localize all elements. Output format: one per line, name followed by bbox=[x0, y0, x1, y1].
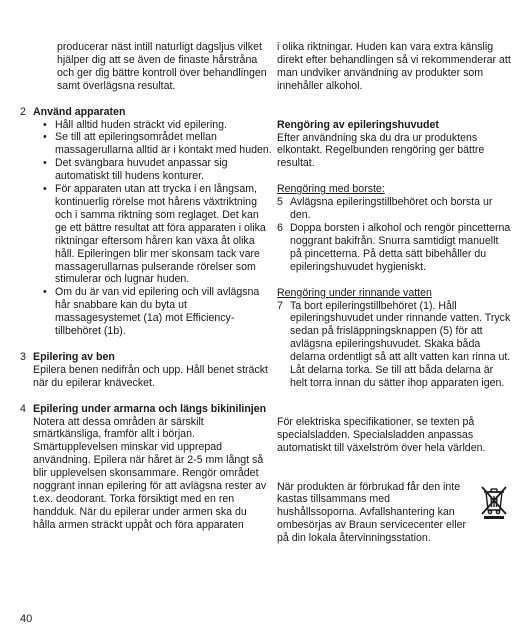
list-item: • Håll alltid huden sträckt vid epilering. bbox=[55, 119, 272, 132]
list-item: • Det svängbara huvudet anpassar sig automatiskt till hudens konturer. bbox=[55, 157, 272, 183]
section-legs bbox=[20, 351, 272, 390]
left-column bbox=[20, 41, 272, 532]
section-use-device bbox=[20, 106, 272, 338]
step-item bbox=[277, 222, 512, 274]
step-text: Doppa borsten i alkohol och rengör pincetterna noggrant bakifrån. Snurra samtidigt manuellt på pincetterna. På detta sätt bibehåller du epileringshuvudet hygieniskt. bbox=[290, 221, 511, 273]
brush-cleaning bbox=[277, 183, 512, 273]
step-item bbox=[277, 196, 512, 222]
water-cleaning bbox=[277, 287, 512, 390]
cleaning-section bbox=[277, 119, 512, 171]
disposal-block bbox=[277, 481, 512, 546]
bullet-list bbox=[33, 119, 272, 338]
section-number: 2 bbox=[20, 105, 26, 118]
step-text: Ta bort epileringstillbehöret (1). Håll epileringshuvudet under rinnande vatten. Tryck sedan på frisläppningsknappen (5) för att avlägsna epileringshuvudet. Skaka båda delarna ordentligt så att allt vatten kan rinna ut. Låt delarna torka. Se till att båda delarna är helt torra innan du sätter ihop apparaten igen. bbox=[290, 299, 511, 389]
section-body: Notera att dessa områden är särskilt smärtkänsliga, framför allt i början. Smärtupplevelsen minskar vid upprepad användning. Epilera när håret är 2-5 mm långt så blir upplevelsen skonsammare. Rengör området noggrant innan epilering för att avlägsna rester av t.ex. deodorant. Torka försiktigt med en ren handduk. När du epilerar under armen ska du hålla armen sträckt uppåt och föra apparaten bbox=[33, 415, 267, 531]
list-item: • Om du är van vid epilering och vill avlägsna hår snabbare kan du byta ut massagesystemet (1a) mot Efficiency-tillbehöret (1b). bbox=[55, 286, 272, 338]
step-number: 7 bbox=[277, 299, 283, 312]
cleaning-title: Rengöring av epileringshuvudet bbox=[277, 118, 439, 131]
cleaning-body: Efter användning ska du dra ur produktens elkontakt. Regelbunden rengöring ger bättre resultat. bbox=[277, 131, 485, 170]
section-title: Epilering av ben bbox=[33, 350, 115, 363]
section-number: 4 bbox=[20, 402, 26, 415]
intro-paragraph: producerar näst intill naturligt dagsljus vilket hjälper dig att se även de finaste hårstråna och ger dig bättre kontroll över behandlingen samt överlägsna resultat. bbox=[57, 41, 267, 92]
step-item bbox=[277, 300, 512, 390]
continuation-paragraph: i olika riktningar. Huden kan vara extra känslig direkt efter behandlingen så vi rekommenderar att man undviker användning av produkter som innehåller alkohol. bbox=[277, 41, 511, 92]
section-number: 3 bbox=[20, 350, 26, 363]
step-number: 5 bbox=[277, 196, 283, 209]
right-column bbox=[277, 41, 512, 545]
brush-heading: Rengöring med borste: bbox=[277, 183, 385, 196]
step-number: 6 bbox=[277, 221, 283, 234]
section-title: Epilering under armarna och längs bikinilinjen bbox=[33, 402, 267, 415]
disposal-paragraph: När produkten är förbrukad får den inte kastas tillsammans med hushållssoporna. Avfallshantering kan ombesörjas av Braun servicecenter eller på din lokala återvinningsstation. bbox=[277, 480, 467, 545]
page-number: 40 bbox=[20, 613, 33, 625]
water-heading: Rengöring under rinnande vatten bbox=[277, 286, 432, 299]
step-text: Avlägsna epileringstillbehöret och borsta ur den. bbox=[290, 196, 493, 222]
section-body: Epilera benen nedifrån och upp. Håll benet sträckt när du epilerar knävecket. bbox=[33, 363, 268, 389]
list-item: • För apparaten utan att trycka i en långsam, kontinuerlig rörelse mot hårens växtriktning och i samma riktning som reglaget. Det kan ge ett bättre resultat att föra apparaten i olika riktningar eftersom håren kan växa åt olika håll. Epileringen blir mer skonsam tack vare massagerullarnas pulserande rörelser som stimulerar och lugnar huden. bbox=[55, 183, 272, 286]
specs-paragraph: För elektriska specifikationer, se texten på specialsladden. Specialsladden anpassas automatiskt till växelström över hela världen. bbox=[277, 415, 486, 454]
section-underarm-bikini bbox=[20, 403, 272, 532]
crossed-out-wheelie-bin-icon bbox=[479, 484, 509, 524]
section-title: Använd apparaten bbox=[33, 105, 126, 118]
list-item: • Se till att epileringsområdet mellan massagerullarna alltid är i kontakt med huden. bbox=[55, 131, 272, 157]
